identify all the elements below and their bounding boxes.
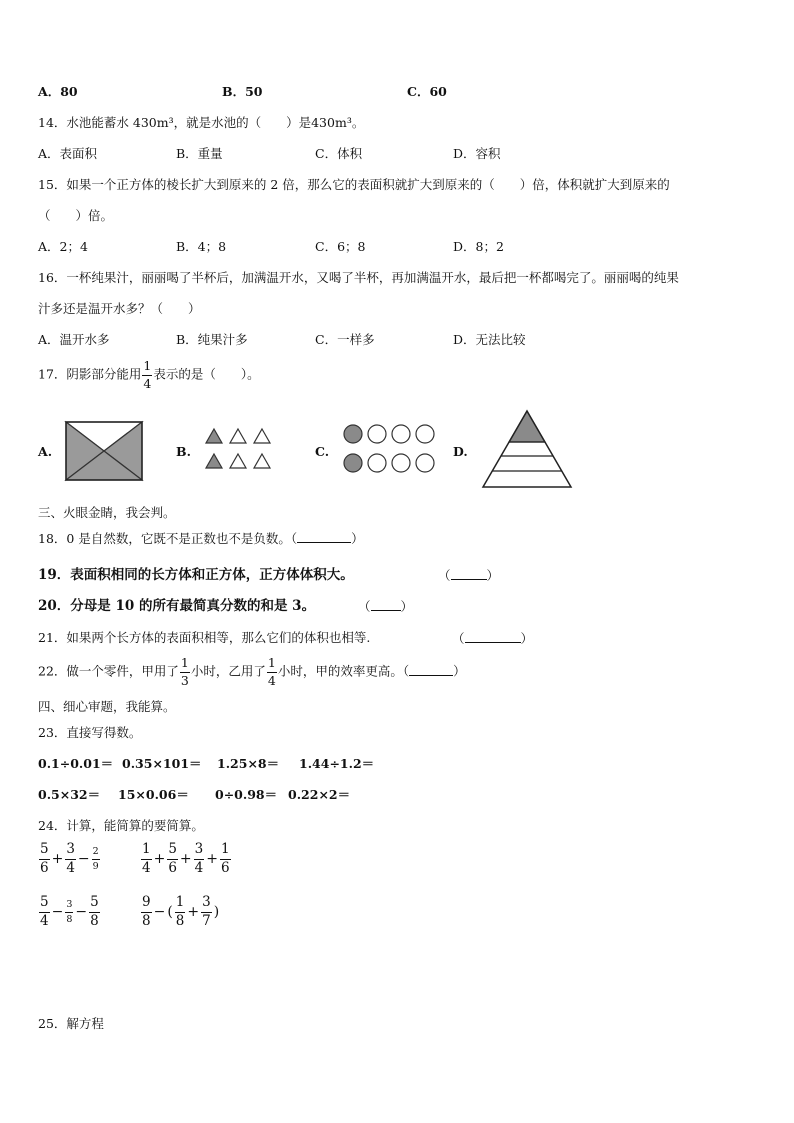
answer-blank[interactable] [465, 632, 521, 643]
answer-blank[interactable] [451, 569, 487, 580]
section-3-heading: 三、火眼金睛，我会判。 [38, 505, 176, 520]
question-15-line2: （ ）倍。 [38, 208, 114, 223]
option-a: A．80 [38, 84, 78, 99]
calc-item: 1.25×8＝ [217, 756, 280, 771]
question-15-line1: 15．如果一个正方体的棱长扩大到原来的 2 倍，那么它的表面积就扩大到原来的（ ）倍，体积就扩大到原来的 [38, 177, 670, 192]
calc-item: 0.22×2＝ [288, 787, 351, 802]
q16-option-b: B．纯果汁多 [176, 332, 248, 347]
calc-item: 15×0.06＝ [118, 787, 189, 802]
q15-option-a: A．2；4 [38, 239, 88, 254]
calc-item: 1.44÷1.2＝ [299, 756, 375, 771]
figure-d-triangle [480, 408, 574, 490]
question-14: 14．水池能蓄水 430m³，就是水池的（ ）是430m³。 [38, 115, 365, 130]
q15-option-d: D．8；2 [453, 239, 504, 254]
q15-option-b: B．4；8 [176, 239, 227, 254]
q14-option-a: A．表面积 [38, 146, 98, 161]
q20-answer: （ ） [358, 599, 414, 614]
expression-2: $\frac{1}{4}$ + $\frac{5}{6}$ + $\frac{3}{4}$ + $\frac{1}{6}$ [142, 841, 230, 876]
section-4-heading: 四、细心审题，我能算。 [38, 699, 176, 714]
question-16-line2: 汁多还是温开水多？（ ） [38, 301, 201, 316]
question-25: 25．解方程 [38, 1016, 104, 1031]
figure-d-label: D. [453, 444, 468, 459]
question-21: 21．如果两个长方体的表面积相等，那么它们的体积也相等. [38, 630, 371, 645]
expression-3: $\frac{5}{4}$ − $\frac{3}{8}$ − $\frac{5}{8}$ [40, 894, 99, 929]
q17-pre: 17．阴影部分能用 [38, 366, 142, 382]
question-23-title: 23．直接写得数。 [38, 725, 142, 740]
question-20: 20．分母是 10 的所有最简真分数的和是 3。 [38, 598, 316, 614]
calc-item: 0.35×101＝ [122, 756, 202, 771]
q16-option-c: C．一样多 [315, 332, 375, 347]
question-19: 19．表面积相同的长方体和正方体，正方体体积大。 [38, 567, 354, 583]
fraction-one-quarter: $\frac{1}{4}$ [267, 655, 276, 688]
q14-option-b: B．重量 [176, 146, 223, 161]
calc-item: 0.5×32＝ [38, 787, 101, 802]
q16-option-d: D．无法比较 [453, 332, 526, 347]
question-22: 22．做一个零件，甲用了 $\frac{1}{3}$ 小时，乙用了 $\frac{1}{4}$ 小时，甲的效率更高。（ ） [38, 655, 466, 688]
q17-post: 表示的是（ ）。 [153, 366, 260, 382]
question-18: 18．0 是自然数，它既不是正数也不是负数。（ ） [38, 531, 364, 546]
fraction-one-third: $\frac{1}{3}$ [180, 655, 189, 688]
figure-b-triangles [203, 427, 275, 471]
calc-item: 0÷0.98＝ [215, 787, 278, 802]
option-b: B．50 [222, 84, 263, 99]
q14-option-c: C．体积 [315, 146, 363, 161]
question-17 [38, 360, 260, 390]
calc-item: 0.1÷0.01＝ [38, 756, 114, 771]
figure-c-circles [342, 423, 438, 475]
answer-blank[interactable] [409, 665, 453, 676]
answer-blank[interactable] [297, 532, 351, 543]
question-16-line1: 16．一杯纯果汁，丽丽喝了半杯后，加满温开水，又喝了半杯，再加满温开水，最后把一杯都喝完了。丽丽喝的纯果 [38, 270, 679, 285]
expression-1: $\frac{5}{6}$ + $\frac{3}{4}$ − $\frac{2}{9}$ [40, 841, 99, 876]
q15-option-c: C．6；8 [315, 239, 366, 254]
answer-blank[interactable] [371, 600, 401, 611]
q21-answer: （ ） [452, 631, 534, 646]
figure-a-rectangle [64, 420, 144, 482]
q19-answer: （ ） [438, 568, 500, 583]
q16-option-a: A．温开水多 [38, 332, 110, 347]
fraction-one-quarter: $\frac{1}{4}$ [143, 358, 152, 391]
q14-option-d: D．容积 [453, 146, 501, 161]
expression-4: $\frac{9}{8}$ − ( $\frac{1}{8}$ + $\frac{3}{7}$ ) [142, 894, 220, 929]
figure-a-label: A. [38, 444, 53, 459]
figure-c-label: C. [315, 444, 330, 459]
figure-b-label: B. [176, 444, 191, 459]
option-c: C．60 [407, 84, 447, 99]
question-24-title: 24．计算，能简算的要简算。 [38, 818, 204, 833]
